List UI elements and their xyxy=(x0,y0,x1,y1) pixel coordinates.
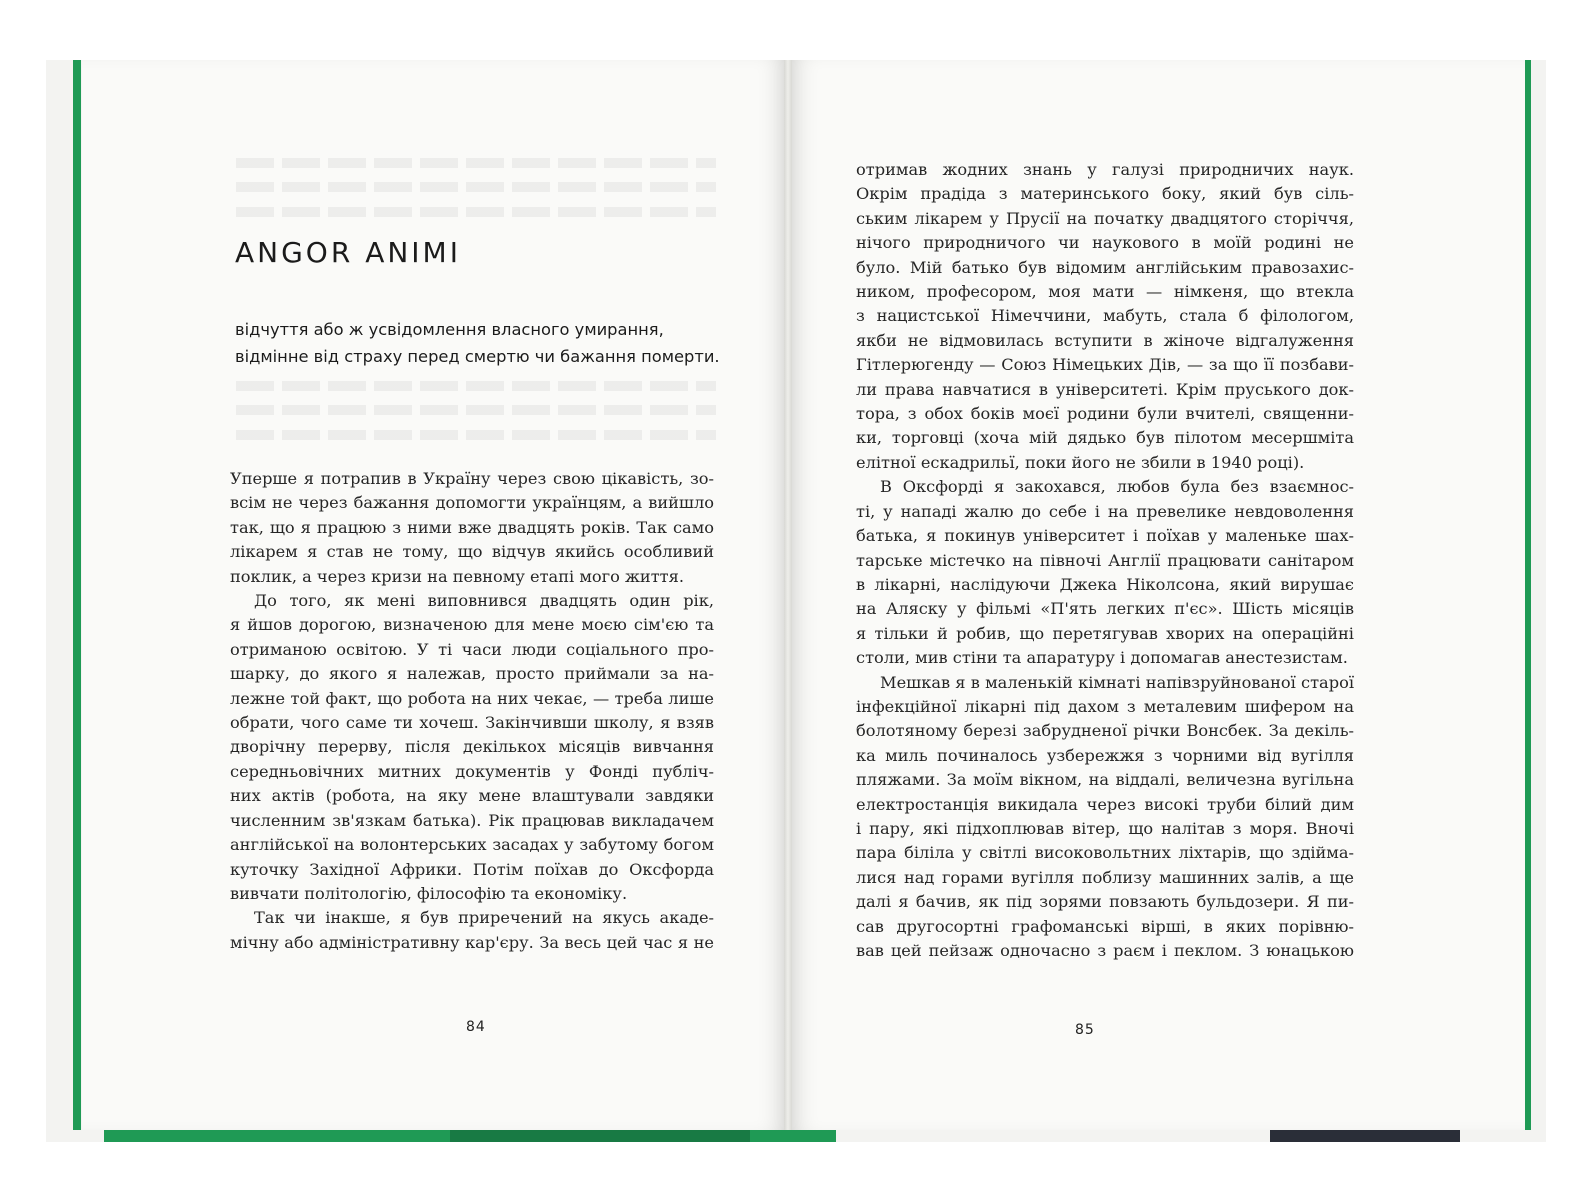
definition-line: відчуття або ж усвідомлення власного умирання, xyxy=(235,320,664,339)
text-line: лежне той факт, що робота на них чекає, — треба лише xyxy=(230,688,714,708)
text-line: дворічну перерву, після декількох місяців вивчання xyxy=(230,737,714,757)
text-line: так, що я працюю з ними вже двадцять років. Так само xyxy=(230,517,714,537)
page-number: 84 xyxy=(466,1019,486,1035)
text-line: ли права навчатися в університеті. Крім пруського док- xyxy=(856,379,1354,399)
text-line: вав цей пейзаж одночасно з раєм і пеклом. З юнацькою xyxy=(856,941,1354,960)
text-line: отриманою освітою. У ті часи люди соціального про- xyxy=(230,639,714,659)
text-line: Так чи інакше, я був приречений на якусь акаде- xyxy=(254,908,714,928)
text-line: електростанція викидала через високі труби білий дим xyxy=(856,794,1354,814)
text-line: ті, у нападі жалю до себе і на превелике невдоволення xyxy=(856,501,1354,521)
text-line: я йшов дорогою, визначеною для мене моєю сім'єю та xyxy=(230,615,714,635)
book-cover-spine-left xyxy=(73,60,81,1130)
chapter-title: ANGOR ANIMI xyxy=(235,236,461,269)
bleed-through-line xyxy=(236,430,716,440)
text-line: середньовічних митних документів у Фонді публіч- xyxy=(230,761,714,781)
text-line: якби не відмовилась вступити в жіноче відгалуження xyxy=(856,330,1354,350)
page-number: 85 xyxy=(1075,1022,1095,1038)
text-line: нічого природничого чи наукового в моїй родині не xyxy=(856,233,1354,253)
text-line: поклик, а через кризи на певному етапі мого життя. xyxy=(230,566,684,586)
text-line: шарку, до якого я належав, просто приймали за на- xyxy=(230,664,714,684)
text-line: я тільки й робив, що перетягував хворих на операційні xyxy=(856,623,1354,643)
text-line: в лікарні, наслідуючи Джека Ніколсона, який вирушає xyxy=(856,574,1354,594)
text-line: Окрім прадіда з материнського боку, який був сіль- xyxy=(856,184,1354,204)
text-line: В Оксфорді я закохався, любов була без взаємнос- xyxy=(880,477,1354,497)
text-line: куточку Західної Африки. Потім поїхав до Оксфорда xyxy=(230,859,714,879)
text-line: з нацистської Німеччини, мабуть, стала б філологом, xyxy=(856,306,1354,326)
book-cover-shadow-bottom xyxy=(450,1128,750,1142)
text-line: батька, я покинув університет і поїхав у маленьке шах- xyxy=(856,526,1354,546)
bleed-through-line xyxy=(236,182,716,192)
text-line: столи, мив стіни та апаратуру і допомагав анестезистам. xyxy=(856,648,1348,668)
text-line: лікарем я став не тому, що відчув якийсь особливий xyxy=(230,542,714,562)
text-line: всім не через бажання допомогти українцям, а вийшло xyxy=(230,493,714,513)
text-line: численним зв'язкам батька). Рік працював викладачем xyxy=(230,810,714,830)
bleed-through-line xyxy=(236,207,716,217)
text-line: інфекційної лікарні під дахом з металевим шифером на xyxy=(856,696,1354,716)
text-line: ки, торговці (хоча мій дядько був пілотом месершміта xyxy=(856,428,1354,448)
text-line: лися над горами вугілля поблизу машинних залів, а ще xyxy=(856,867,1354,887)
text-line: пара біліла у світлі високовольтних ліхтарів, що здійма- xyxy=(856,843,1354,863)
text-line: отримав жодних знань у галузі природничих наук. xyxy=(856,160,1354,179)
text-line: далі я бачив, як під зорями повзають бульдозери. Я пи- xyxy=(856,892,1354,912)
text-line: обрати, чого саме ти хочеш. Закінчивши школу, я взяв xyxy=(230,713,714,733)
text-line: До того, як мені виповнився двадцять один рік, xyxy=(254,591,714,611)
text-line: сав другосортні графоманські вірші, в яких порівню- xyxy=(856,916,1354,936)
text-line: на Аляску у фільмі «П'ять легких п'єс». Шість місяців xyxy=(856,599,1354,619)
text-line: болотяному березі забрудненої річки Вонсбек. За декіль- xyxy=(856,721,1354,741)
definition-line: відмінне від страху перед смертю чи бажання померти. xyxy=(235,347,720,366)
left-page-body xyxy=(230,467,714,955)
bleed-through-line xyxy=(236,405,716,415)
text-line: ка миль починалось узбережжя з чорними від вугілля xyxy=(856,745,1354,765)
text-line: тора, з обох боків моєї родини були вчителі, священни- xyxy=(856,404,1354,424)
text-line: них актів (робота, на яку мене влаштували завдяки xyxy=(230,786,714,806)
chapter-definition xyxy=(235,316,720,370)
text-line: Гітлерюгенду — Союз Німецьких Дів, — за що її позбави- xyxy=(856,355,1354,375)
right-page-body xyxy=(856,158,1354,963)
text-line: тарське містечко на півночі Англії працювати санітаром xyxy=(856,550,1354,570)
text-line: було. Мій батько був відомим англійським правозахис- xyxy=(856,257,1354,277)
text-line: Уперше я потрапив в Україну через свою цікавість, зо- xyxy=(230,469,714,488)
text-line: мічну або адміністративну кар'єру. За весь цей час я не xyxy=(230,932,714,952)
text-line: ським лікарем у Прусії на початку двадцятого сторіччя, xyxy=(856,208,1354,228)
text-line: і пару, які підхоплював вітер, що налітав з моря. Вночі xyxy=(856,818,1354,838)
text-line: елітної ескадрильї, поки його не збили в 1940 році). xyxy=(856,452,1305,472)
text-line: Мешкав я в маленькій кімнаті напівзруйнованої старої xyxy=(880,672,1354,692)
book-cover-shadow-right xyxy=(1270,1130,1460,1142)
bleed-through-line xyxy=(236,158,716,168)
text-line: англійської на волонтерських засадах у забутому богом xyxy=(230,835,714,855)
text-line: вивчати політологію, філософію та економіку. xyxy=(230,883,628,903)
book-cover-edge-right xyxy=(1525,60,1531,1130)
bleed-through-line xyxy=(236,381,716,391)
text-line: ником, професором, моя мати — німкеня, що втекла xyxy=(856,282,1354,302)
book-gutter xyxy=(784,60,792,1130)
text-line: пляжами. За моїм вікном, на віддалі, величезна вугільна xyxy=(856,770,1354,790)
